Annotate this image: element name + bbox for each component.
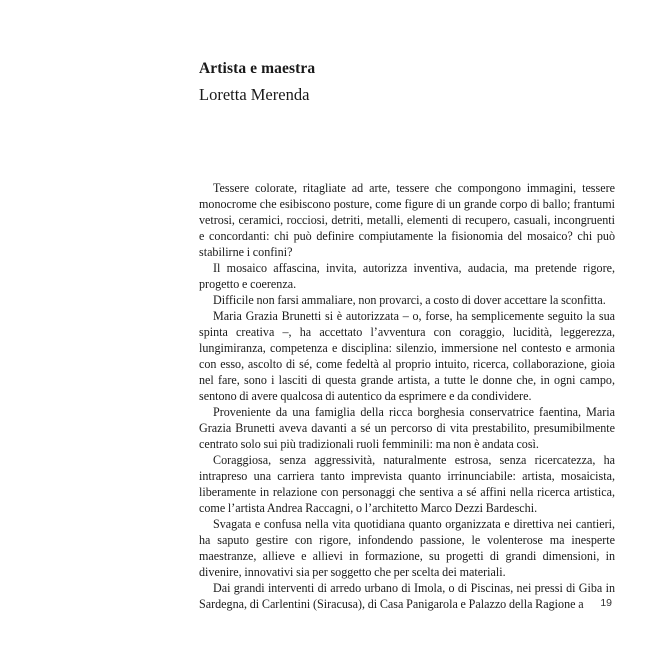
article-title: Artista e maestra — [199, 60, 316, 77]
paragraph: Coraggiosa, senza aggressività, naturalmente estrosa, senza ricercatezza, ha intrapreso una carriera tanto imprevista quanto irrinunciabile: artista, mosaicista, liberamente in relazione con personaggi che sentiva a sé affini nella ricerca artistica, come l’artista Andrea Raccagni, o l’architetto Marco Dezzi Bardeschi. — [199, 453, 615, 515]
paragraph: Il mosaico affascina, invita, autorizza inventiva, audacia, ma pretende rigore, progetto e coerenza. — [199, 261, 615, 291]
article-author: Loretta Merenda — [199, 85, 310, 104]
paragraph: Tessere colorate, ritagliate ad arte, tessere che compongono immagini, tessere monocrome che esibiscono posture, come figure di un grande corpo di ballo; frantumi vetrosi, ceramici, rocciosi, detriti, metalli, elementi di recupero, casuali, incongruenti e concordanti: chi può definire compiutamente la fisionomia del mosaico? chi può stabilirne i confini? — [199, 181, 615, 259]
paragraph: Proveniente da una famiglia della ricca borghesia conservatrice faentina, Maria Grazia Brunetti aveva davanti a sé un percorso di vita prestabilito, presumibilmente centrato solo sui più tradizionali ruoli femminili: ma non è andata così. — [199, 405, 615, 451]
page-number: 19 — [600, 597, 612, 609]
paragraph: Svagata e confusa nella vita quotidiana quanto organizzata e direttiva nei cantieri, ha saputo gestire con rigore, infondendo passione, le volenterose ma inesperte maestranze, allieve e allievi in formazione, su progetti di grandi dimensioni, in divenire, innovativi sia per soggetto che per scelta dei materiali. — [199, 517, 615, 579]
paragraph: Dai grandi interventi di arredo urbano di Imola, o di Piscinas, nei pressi di Giba in Sardegna, di Carlentini (Siracusa), di Casa Panigarola e Palazzo della Ragione a — [199, 581, 615, 611]
paragraph: Difficile non farsi ammaliare, non provarci, a costo di dover accettare la sconfitta. — [213, 293, 606, 307]
paragraph: Maria Grazia Brunetti si è autorizzata – o, forse, ha semplicemente seguito la sua spinta creativa –, ha accettato l’avventura con coraggio, lucidità, leggerezza, lungimiranza, competenza e disciplina: silenzio, immersione nel contesto e armonia con esso, ascolto di sé, come fedeltà al proprio intuito, ricerca, collaborazione, gioia nel fare, sono i lasciti di questa grande artista, a tutte le donne che, in ogni campo, sentono di avere qualcosa di autentico da esprimere e da condividere. — [199, 309, 615, 403]
article-body — [199, 180, 615, 612]
